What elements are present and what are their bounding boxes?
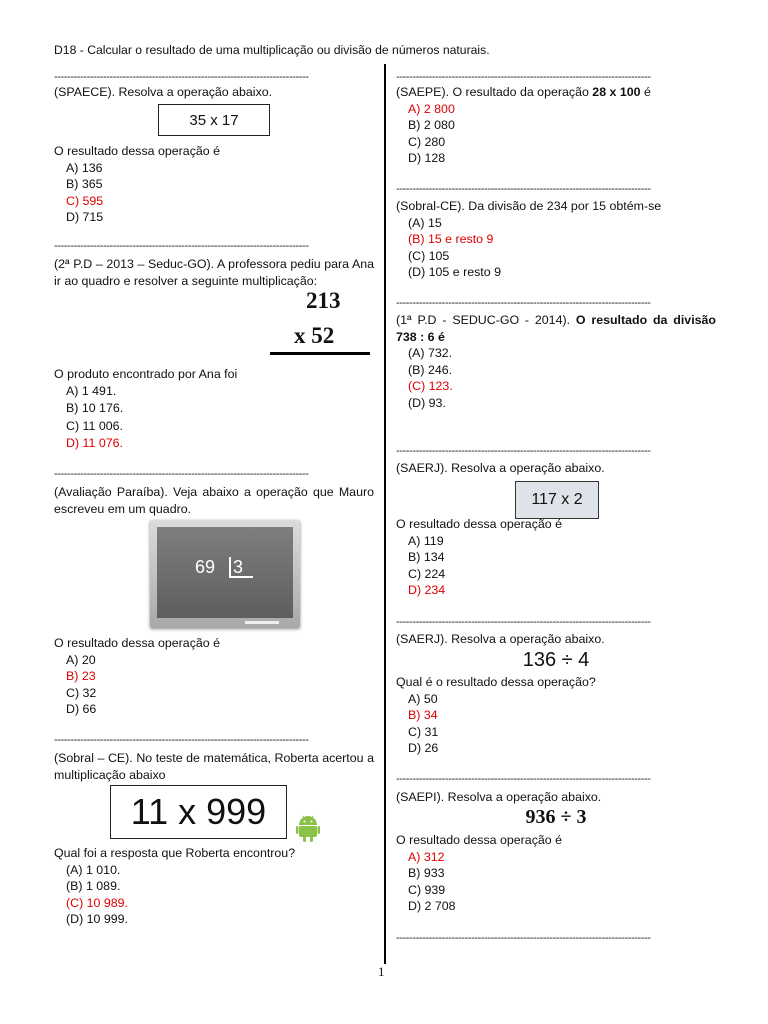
question-ask: Qual é o resultado dessa operação? <box>396 675 596 689</box>
operation-box <box>515 481 599 519</box>
option[interactable]: (D) 10 999. <box>66 912 128 926</box>
multiplicand: 213 <box>306 288 341 313</box>
separator: ------------------------------------------------------------------------------ <box>54 468 309 480</box>
operation-text: 35 x 17 <box>189 111 239 129</box>
option[interactable]: (B) 1 089. <box>66 879 121 893</box>
separator: ------------------------------------------------------------------------------ <box>54 71 309 83</box>
question-stem: (SAERJ). Resolva a operação abaixo. <box>396 632 605 646</box>
board-divisor: 3 <box>233 557 244 577</box>
option[interactable]: B) 933 <box>408 866 445 880</box>
question-stem <box>396 312 716 345</box>
option-correct[interactable]: D) 234 <box>408 583 446 597</box>
option-correct[interactable]: D) 11 076. <box>66 436 123 450</box>
chalk-eraser <box>245 621 279 624</box>
question-block <box>54 366 374 453</box>
android-robot-icon <box>296 814 320 844</box>
option-correct[interactable]: C) 595 <box>66 193 104 208</box>
separator: ------------------------------------------------------------------------------ <box>396 297 651 309</box>
option[interactable]: C) 11 006. <box>66 418 123 433</box>
option[interactable]: (C) 105 <box>408 248 450 263</box>
operation-box <box>158 104 270 136</box>
separator: ------------------------------------------------------------------------------ <box>396 183 651 195</box>
option[interactable]: (B) 246. <box>408 362 453 377</box>
option[interactable]: B) 134 <box>408 550 445 564</box>
question-stem: (SAEPI). Resolva a operação abaixo. <box>396 790 602 804</box>
separator: ------------------------------------------------------------------------------ <box>396 932 651 944</box>
question-block <box>396 198 716 281</box>
separator: ------------------------------------------------------------------------------ <box>54 734 309 746</box>
separator: ------------------------------------------------------------------------------ <box>396 71 651 83</box>
separator: ------------------------------------------------------------------------------ <box>396 445 651 457</box>
question-block <box>54 845 374 928</box>
question-stem: (Avaliação Paraíba). Veja abaixo a operação que Mauro escreveu em um quadro. <box>54 485 374 516</box>
option[interactable]: A) 136 <box>66 160 103 175</box>
option-correct[interactable]: (C) 10 989. <box>66 895 128 910</box>
question-ask: O produto encontrado por Ana foi <box>54 367 238 381</box>
option-correct[interactable]: A) 312 <box>408 849 445 864</box>
question-ask: O resultado dessa operação é <box>54 144 221 158</box>
option-correct[interactable]: B) 23 <box>66 669 96 683</box>
question-block <box>396 674 716 757</box>
question-stem: (Sobral – CE). No teste de matemática, Roberta acertou a multiplicação abaixo <box>54 751 374 782</box>
option[interactable]: (A) 15 <box>408 215 442 230</box>
option[interactable]: D) 66 <box>66 702 97 716</box>
question-block <box>54 635 374 718</box>
option[interactable]: B) 2 080 <box>408 118 455 132</box>
question-block <box>396 832 716 915</box>
option[interactable]: C) 939 <box>408 882 446 897</box>
division-bracket-vertical <box>229 557 231 577</box>
stem-bold: 28 x 100 <box>592 85 641 99</box>
question-ask: O resultado dessa operação é <box>396 517 563 531</box>
stem-text: (SAEPE). O resultado da operação <box>396 85 593 99</box>
page-number: 1 <box>378 964 385 979</box>
option-correct[interactable]: (C) 123. <box>408 379 453 393</box>
separator: ------------------------------------------------------------------------------ <box>396 616 651 628</box>
separator: ------------------------------------------------------------------------------ <box>54 240 309 252</box>
operation-expression: 136 ÷ 4 <box>522 649 590 671</box>
option[interactable]: C) 224 <box>408 566 446 581</box>
question-block <box>396 84 716 167</box>
option[interactable]: A) 119 <box>408 533 444 548</box>
operation-box <box>110 785 287 839</box>
option[interactable]: B) 10 176. <box>66 401 124 415</box>
question-block <box>54 143 374 226</box>
question-ask: O resultado dessa operação é <box>54 636 221 650</box>
separator: ------------------------------------------------------------------------------ <box>396 773 651 785</box>
question-stem: (SAERJ). Resolva a operação abaixo. <box>396 461 605 475</box>
option[interactable]: (D) 93. <box>408 395 446 410</box>
operation-text: 117 x 2 <box>531 491 583 508</box>
option[interactable]: D) 128 <box>408 151 446 165</box>
question-stem <box>396 84 716 101</box>
stem-text: (1ª P.D - SEDUC-GO - 2014). <box>396 313 576 327</box>
option[interactable]: D) 26 <box>408 741 439 755</box>
option[interactable]: (D) 105 e resto 9 <box>408 265 501 279</box>
operation-text: 11 x 999 <box>130 791 267 832</box>
page-title: D18 - Calcular o resultado de uma multiplicação ou divisão de números naturais. <box>54 43 490 57</box>
question-ask: Qual foi a resposta que Roberta encontrou? <box>54 846 296 860</box>
chalkboard <box>150 520 300 628</box>
question-block <box>396 312 716 411</box>
column-divider <box>384 64 386 964</box>
result-line <box>270 352 370 355</box>
chalkboard-surface <box>157 527 293 618</box>
operation-expression: 936 ÷ 3 <box>525 806 587 828</box>
stem-text: é <box>640 85 651 99</box>
option[interactable]: A) 50 <box>408 691 438 706</box>
question-block <box>396 516 716 599</box>
multiplier: x 52 <box>294 323 335 348</box>
option[interactable]: C) 280 <box>408 134 446 149</box>
option[interactable]: (A) 732. <box>408 346 453 360</box>
question-stem: (2ª P.D – 2013 – Seduc-GO). A professora pediu para Ana ir ao quadro e resolver a seguinte multiplicação: <box>54 257 374 288</box>
option[interactable]: A) 1 491. <box>66 383 117 398</box>
stem-bold: O resultado da divisão 738 : 6 é <box>396 313 716 344</box>
option[interactable]: D) 2 708 <box>408 899 456 913</box>
option[interactable]: (A) 1 010. <box>66 862 121 877</box>
option[interactable]: D) 715 <box>66 210 104 224</box>
question-stem: (Sobral-CE). Da divisão de 234 por 15 obtém-se <box>396 199 662 213</box>
question-ask: O resultado dessa operação é <box>396 833 563 847</box>
option[interactable]: B) 365 <box>66 177 103 191</box>
option[interactable]: C) 32 <box>66 685 97 700</box>
option-correct[interactable]: A) 2 800 <box>408 101 455 116</box>
option[interactable]: A) 20 <box>66 652 96 667</box>
option[interactable]: C) 31 <box>408 724 439 739</box>
board-dividend: 69 <box>195 557 216 577</box>
option-correct[interactable]: (B) 15 e resto 9 <box>408 232 494 246</box>
question-stem: (SPAECE). Resolva a operação abaixo. <box>54 85 273 99</box>
option-correct[interactable]: B) 34 <box>408 708 438 722</box>
